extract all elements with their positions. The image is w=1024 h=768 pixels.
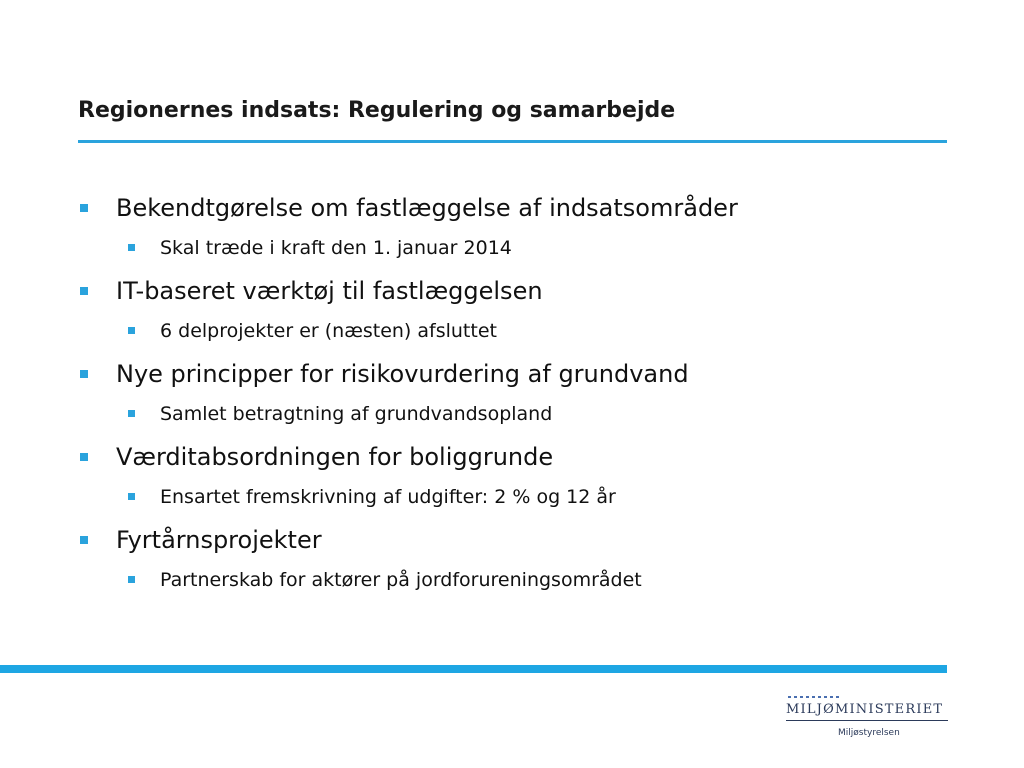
square-bullet-icon: [80, 370, 88, 378]
logo-name: MILJØMINISTERIET: [786, 702, 944, 717]
sub-bullet-item-1: [78, 227, 958, 273]
sub-bullet-text: Ensartet fremskrivning af udgifter: 2 % og 12 år: [160, 486, 616, 508]
bullet-item-3: [78, 356, 958, 393]
sub-bullet-item-2: [78, 310, 958, 356]
bullet-text: Værditabsordningen for boliggrunde: [116, 443, 554, 471]
bullet-text: IT-baseret værktøj til fastlæggelsen: [116, 277, 543, 305]
ministry-logo: [786, 696, 951, 746]
square-bullet-icon: [128, 493, 135, 500]
sub-bullet-item-4: [78, 476, 958, 522]
square-bullet-icon: [128, 244, 135, 251]
title-underline: [78, 140, 947, 143]
sub-bullet-text: 6 delprojekter er (næsten) afsluttet: [160, 320, 497, 342]
bullet-text: Nye principper for risikovurdering af grundvand: [116, 360, 689, 388]
square-bullet-icon: [128, 410, 135, 417]
bullet-item-5: [78, 522, 958, 559]
bullet-text: Bekendtgørelse om fastlæggelse af indsatsområder: [116, 194, 738, 222]
logo-dots-icon: [788, 696, 840, 698]
bullet-item-4: [78, 439, 958, 476]
logo-subtitle: Miljøstyrelsen: [838, 728, 900, 738]
sub-bullet-text: Samlet betragtning af grundvandsopland: [160, 403, 553, 425]
square-bullet-icon: [80, 453, 88, 461]
logo-divider: [786, 720, 948, 721]
square-bullet-icon: [128, 576, 135, 583]
footer-bar: [0, 665, 947, 673]
bullet-list: [78, 190, 958, 605]
sub-bullet-text: Partnerskab for aktører på jordforureningsområdet: [160, 569, 642, 591]
sub-bullet-text: Skal træde i kraft den 1. januar 2014: [160, 237, 512, 259]
slide-title: Regionernes indsats: Regulering og samarbejde: [78, 98, 676, 123]
square-bullet-icon: [128, 327, 135, 334]
bullet-text: Fyrtårnsprojekter: [116, 526, 322, 554]
square-bullet-icon: [80, 536, 88, 544]
bullet-item-2: [78, 273, 958, 310]
square-bullet-icon: [80, 204, 88, 212]
bullet-item-1: [78, 190, 958, 227]
sub-bullet-item-5: [78, 559, 958, 605]
sub-bullet-item-3: [78, 393, 958, 439]
square-bullet-icon: [80, 287, 88, 295]
